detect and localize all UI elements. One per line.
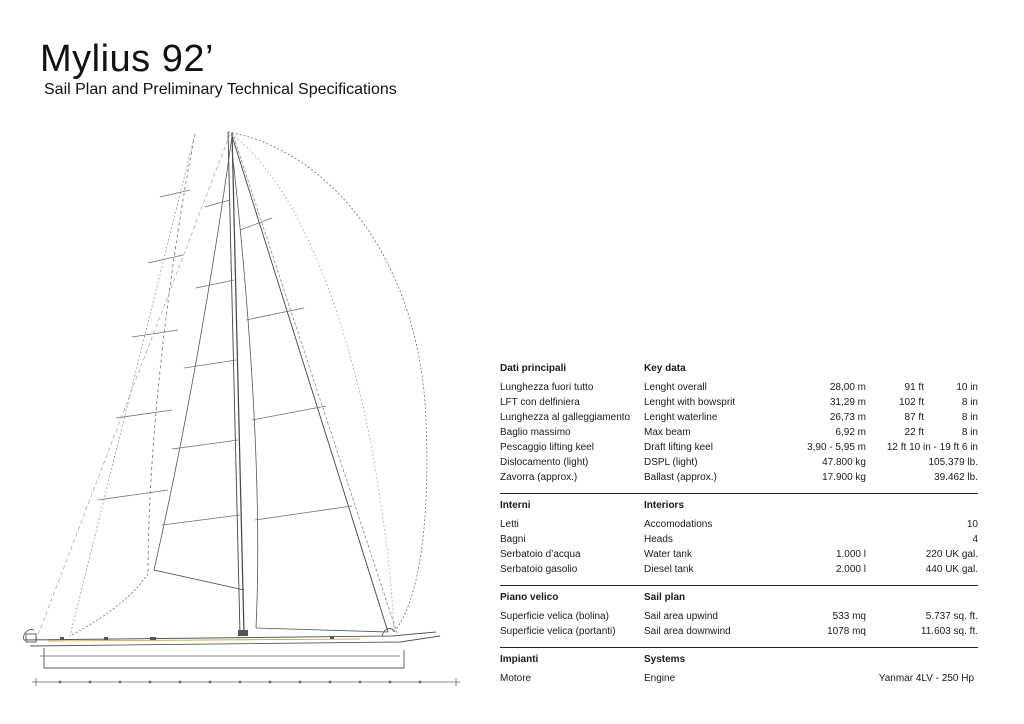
imperial-value-in: 8 in [961, 427, 978, 438]
label-en: Sail area upwind [644, 611, 718, 622]
label-en: Water tank [644, 549, 692, 560]
section-header [500, 652, 978, 668]
section-interiors [500, 493, 978, 577]
metric-value: 533 mq [832, 611, 866, 622]
document-subtitle: Sail Plan and Preliminary Technical Specifications [44, 81, 397, 98]
specifications-table [500, 361, 978, 686]
label-en: Lenght waterline [644, 412, 718, 423]
imperial-value-in: 10 in [956, 382, 978, 393]
imperial-value: 102 ft [898, 397, 924, 408]
hull-deck [24, 632, 436, 640]
table-row [500, 410, 978, 425]
table-row [500, 562, 978, 577]
metric-value: 26,73 m [829, 412, 866, 423]
forestay [232, 132, 398, 636]
header-en: Key data [644, 363, 686, 374]
label-en: Lenght overall [644, 382, 707, 393]
label-it: Superficie velica (bolina) [500, 611, 609, 622]
table-row [500, 395, 978, 410]
header-it: Interni [500, 500, 531, 511]
metric-value: 28,00 m [829, 382, 866, 393]
mainsail-leech [154, 136, 232, 570]
label-en: Heads [644, 534, 673, 545]
system-value: Yanmar 4LV - 250 Hp [878, 673, 974, 684]
table-row [500, 547, 978, 562]
document-title: Mylius 92’ [40, 38, 214, 80]
metric-value: 6,92 m [835, 427, 866, 438]
metric-value [778, 532, 866, 547]
imperial-value-in: 8 in [961, 412, 978, 423]
label-it: Superficie velica (portanti) [500, 626, 616, 637]
table-row [500, 609, 978, 624]
label-en: Sail area downwind [644, 626, 731, 637]
reacher-foot [70, 574, 148, 636]
table-row [500, 470, 978, 485]
reacher-luff [70, 134, 195, 636]
backstay [36, 134, 230, 640]
label-en: DSPL (light) [644, 457, 698, 468]
header-en: Sail plan [644, 592, 686, 603]
label-en: Lenght with bowsprit [644, 397, 736, 408]
header-en: Systems [644, 654, 686, 665]
label-it: Lunghezza fuori tutto [500, 382, 594, 393]
imperial-value: 105.379 lb. [928, 457, 978, 468]
table-row [500, 517, 978, 532]
hull-body [44, 648, 404, 668]
header-it: Piano velico [500, 592, 559, 603]
label-it: Serbatoio gasolio [500, 564, 578, 575]
imperial-value: 11.603 sq. ft. [920, 626, 978, 637]
label-it: LFT con delfiniera [500, 397, 580, 408]
metric-value: 31,29 m [829, 397, 866, 408]
label-it: Zavorra (approx.) [500, 472, 578, 483]
label-en: Max beam [644, 427, 691, 438]
label-it: Serbatoio d’acqua [500, 549, 581, 560]
label-it: Dislocamento (light) [500, 457, 589, 468]
imperial-value: 220 UK gal. [925, 549, 978, 560]
label-it: Bagni [500, 534, 526, 545]
section-header [500, 498, 978, 514]
bow [382, 629, 394, 636]
jib-leech [232, 150, 258, 628]
imperial-value: 22 ft [904, 427, 924, 438]
label-en: Draft lifting keel [644, 442, 713, 453]
spinnaker-inner-line [228, 132, 394, 632]
stern [24, 630, 34, 640]
section-sail-plan [500, 585, 978, 639]
reacher-leech [148, 134, 195, 574]
imperial-value: 12 ft 10 in - 19 ft 6 in [886, 442, 978, 453]
metric-value: 3,90 - 5,95 m [807, 442, 866, 453]
label-it: Baglio massimo [500, 427, 571, 438]
label-it: Motore [500, 673, 532, 684]
imperial-value: 10 [966, 519, 978, 530]
boom [154, 570, 244, 590]
metric-value [778, 517, 866, 532]
jib-luff [232, 136, 388, 632]
metric-value: 1078 mq [827, 626, 866, 637]
section-header [500, 590, 978, 606]
label-en: Ballast (approx.) [644, 472, 717, 483]
label-en: Accomodations [644, 519, 713, 530]
table-row [500, 440, 978, 455]
section-key-data [500, 361, 978, 485]
table-row [500, 532, 978, 547]
imperial-value-in: 8 in [961, 397, 978, 408]
imperial-value: 87 ft [904, 412, 924, 423]
imperial-value: 5.737 sq. ft. [925, 611, 978, 622]
table-row [500, 455, 978, 470]
label-it: Lunghezza al galleggiamento [500, 412, 631, 423]
header-it: Impianti [500, 654, 539, 665]
imperial-value: 91 ft [904, 382, 924, 393]
section-header [500, 361, 978, 377]
metric-value: 1.000 l [835, 549, 866, 560]
table-row [500, 624, 978, 639]
label-it: Letti [500, 519, 519, 530]
metric-value: 47.800 kg [822, 457, 866, 468]
header-en: Interiors [644, 500, 685, 511]
label-en: Diesel tank [644, 564, 694, 575]
label-en: Engine [644, 673, 676, 684]
imperial-value: 4 [972, 534, 978, 545]
metric-value: 2.000 l [835, 564, 866, 575]
header-it: Dati principali [500, 363, 567, 374]
imperial-value: 440 UK gal. [925, 564, 978, 575]
table-row [500, 425, 978, 440]
sail-plan-drawing [0, 0, 480, 724]
section-systems [500, 647, 978, 686]
metric-value: 17.900 kg [822, 472, 866, 483]
imperial-value: 39.462 lb. [934, 472, 978, 483]
table-row [500, 671, 978, 686]
label-it: Pescaggio lifting keel [500, 442, 594, 453]
table-row [500, 380, 978, 395]
